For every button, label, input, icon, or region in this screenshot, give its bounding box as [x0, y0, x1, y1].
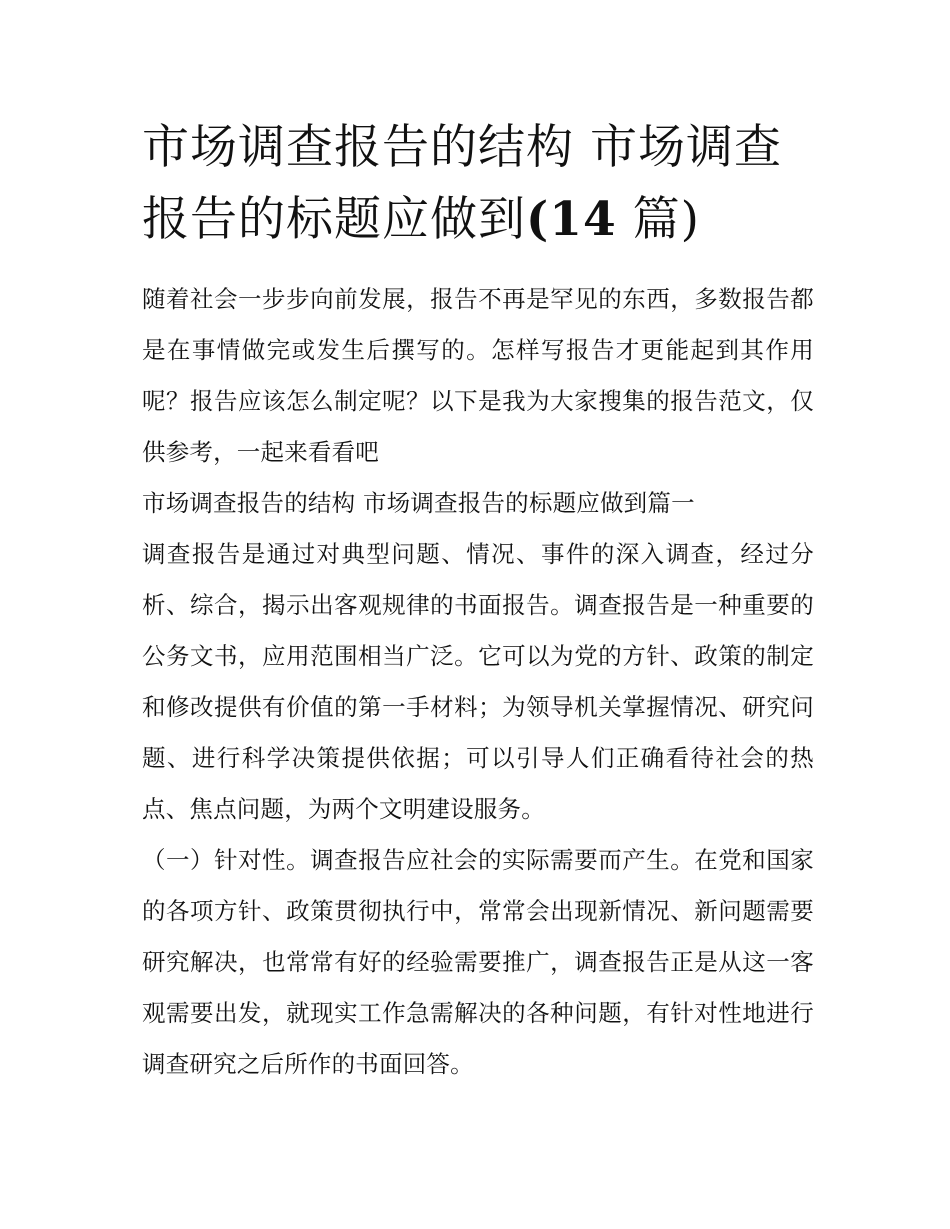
targeting-paragraph: （一）针对性。调查报告应社会的实际需要而产生。在党和国家的各项方针、政策贯彻执行中，常常会出现新情况、新问题需要研究解决，也常常有好的经验需要推广，调查报告正是从这一客观需要出发，就现实工作急需解决的各种问题，有针对性地进行调查研究之后所作的书面回答。: [142, 846, 814, 1078]
title-tail-text: 篇): [616, 192, 700, 247]
definition-paragraph: 调查报告是通过对典型问题、情况、事件的深入调查，经过分析、综合，揭示出客观规律的书面报告。调查报告是一种重要的公务文书，应用范围相当广泛。它可以为党的方针、政策的制定和修改提供有价值的第一手材料；为领导机关掌握情况、研究问题、进行科学决策提供依据；可以引导人们正确看待社会的热点、焦点问题，为两个文明建设服务。: [142, 540, 814, 823]
title-count-text: (14: [526, 192, 617, 247]
section-heading: 市场调查报告的结构 市场调查报告的标题应做到篇一: [142, 489, 695, 517]
document-body: [142, 274, 814, 1090]
intro-paragraph: 随着社会一步步向前发展，报告不再是罕见的东西，多数报告都是在事情做完或发生后撰写的。怎样写报告才更能起到其作用呢？报告应该怎么制定呢？以下是我为大家搜集的报告范文，仅供参考，一起来看看吧: [142, 285, 814, 466]
document-title: [142, 112, 822, 256]
title-main-text: 市场调查报告的结构 市场调查报告的标题应做到: [142, 120, 782, 247]
